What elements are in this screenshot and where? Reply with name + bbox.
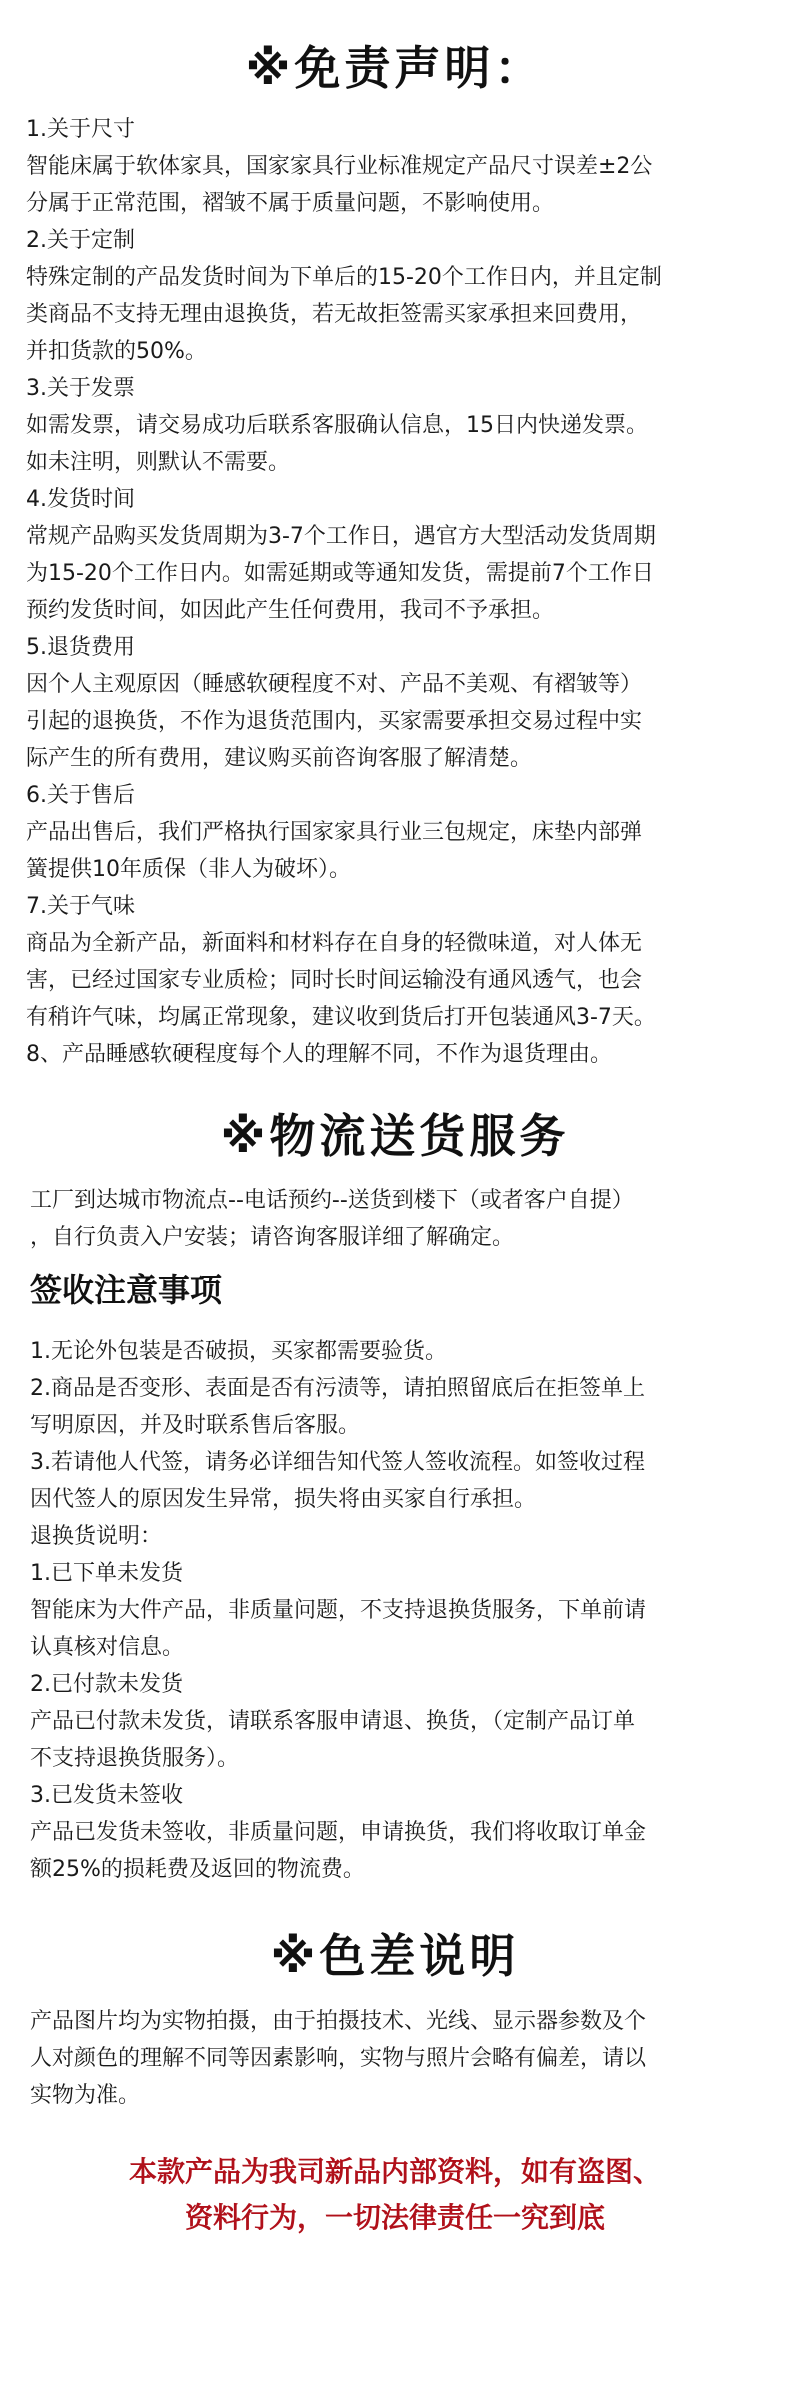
receipt-line: 2.已付款未发货 — [30, 1672, 183, 1697]
copyright-notice-line: 资料行为，一切法律责任一究到底 — [184, 2201, 605, 2234]
receipt-line: 产品已付款未发货，请联系客服申请退、换货，（定制产品订单 — [30, 1709, 636, 1734]
disclaimer-line: 簧提供10年质保（非人为破坏）。 — [26, 857, 351, 882]
disclaimer-line: 际产生的所有费用，建议购买前咨询客服了解清楚。 — [26, 746, 533, 771]
receipt-line: 额25%的损耗费及返回的物流费。 — [30, 1857, 365, 1882]
disclaimer-line: 常规产品购买发货周期为3-7个工作日，遇官方大型活动发货周期 — [26, 524, 656, 549]
disclaimer-line: 1.关于尺寸 — [26, 117, 135, 142]
disclaimer-line: 类商品不支持无理由退换货，若无故拒签需买家承担来回费用， — [26, 302, 643, 327]
color-diff-line: 人对颜色的理解不同等因素影响，实物与照片会略有偏差，请以 — [30, 2046, 647, 2071]
disclaimer-line: 如未注明，则默认不需要。 — [26, 450, 291, 475]
color-diff-body — [30, 2003, 646, 2114]
disclaimer-line: 7.关于气味 — [26, 894, 135, 919]
receipt-line: 3.若请他人代签，请务必详细告知代签人签收流程。如签收过程 — [30, 1450, 645, 1475]
disclaimer-line: 5.退货费用 — [26, 635, 135, 660]
disclaimer-line: 2.关于定制 — [26, 228, 135, 253]
receipt-line: 产品已发货未签收，非质量问题，申请换货，我们将收取订单金 — [30, 1820, 647, 1845]
disclaimer-title: ※免责声明： — [245, 41, 545, 95]
logistics-line: ，自行负责入户安装；请咨询客服详细了解确定。 — [30, 1225, 515, 1250]
disclaimer-line: 因个人主观原因（睡感软硬程度不对、产品不美观、有褶皱等） — [26, 672, 643, 697]
disclaimer-line: 智能床属于软体家具，国家家具行业标准规定产品尺寸误差±2公 — [26, 154, 653, 179]
disclaimer-line: 4.发货时间 — [26, 487, 135, 512]
logistics-title: ※物流送货服务 — [220, 1109, 570, 1163]
disclaimer-line: 为15-20个工作日内。如需延期或等通知发货，需提前7个工作日 — [26, 561, 654, 586]
disclaimer-line: 害，已经过国家专业质检；同时长时间运输没有通风透气，也会 — [26, 968, 643, 993]
receipt-line: 认真核对信息。 — [30, 1635, 185, 1660]
receipt-line: 因代签人的原因发生异常，损失将由买家自行承担。 — [30, 1487, 537, 1512]
logistics-line: 工厂到达城市物流点--电话预约--送货到楼下（或者客户自提） — [30, 1188, 634, 1213]
disclaimer-body — [26, 111, 662, 1073]
copyright-notice-line: 本款产品为我司新品内部资料，如有盗图、 — [128, 2155, 661, 2188]
receipt-title: 签收注意事项 — [30, 1271, 223, 1309]
disclaimer-line: 并扣货款的50%。 — [26, 339, 207, 364]
disclaimer-line: 有稍许气味，均属正常现象，建议收到货后打开包装通风3-7天。 — [26, 1005, 656, 1030]
disclaimer-line: 产品出售后，我们严格执行国家家具行业三包规定，床垫内部弹 — [26, 820, 643, 845]
logistics-body — [30, 1182, 634, 1256]
receipt-line: 2.商品是否变形、表面是否有污渍等，请拍照留底后在拒签单上 — [30, 1376, 645, 1401]
disclaimer-line: 8、产品睡感软硬程度每个人的理解不同，不作为退货理由。 — [26, 1042, 612, 1067]
disclaimer-line: 预约发货时间，如因此产生任何费用，我司不予承担。 — [26, 598, 555, 623]
receipt-line: 1.无论外包装是否破损，买家都需要验货。 — [30, 1339, 447, 1364]
receipt-line: 1.已下单未发货 — [30, 1561, 183, 1586]
copyright-notice — [0, 2149, 790, 2241]
receipt-line: 写明原因，并及时联系售后客服。 — [30, 1413, 361, 1438]
disclaimer-line: 如需发票，请交易成功后联系客服确认信息，15日内快递发票。 — [26, 413, 648, 438]
disclaimer-line: 商品为全新产品，新面料和材料存在自身的轻微味道，对人体无 — [26, 931, 643, 956]
disclaimer-line: 3.关于发票 — [26, 376, 135, 401]
receipt-line: 不支持退换货服务）。 — [30, 1746, 240, 1771]
disclaimer-line: 6.关于售后 — [26, 783, 135, 808]
color-diff-line: 实物为准。 — [30, 2083, 141, 2108]
disclaimer-line: 特殊定制的产品发货时间为下单后的15-20个工作日内，并且定制 — [26, 265, 662, 290]
color-diff-line: 产品图片均为实物拍摄，由于拍摄技术、光线、显示器参数及个 — [30, 2009, 647, 2034]
receipt-body — [30, 1333, 646, 1888]
receipt-line: 退换货说明： — [30, 1524, 163, 1549]
color-diff-title: ※色差说明 — [270, 1929, 520, 1983]
disclaimer-line: 引起的退换货，不作为退货范围内，买家需要承担交易过程中实 — [26, 709, 643, 734]
receipt-line: 3.已发货未签收 — [30, 1783, 183, 1808]
receipt-line: 智能床为大件产品，非质量问题，不支持退换货服务，下单前请 — [30, 1598, 647, 1623]
disclaimer-line: 分属于正常范围，褶皱不属于质量问题，不影响使用。 — [26, 191, 555, 216]
